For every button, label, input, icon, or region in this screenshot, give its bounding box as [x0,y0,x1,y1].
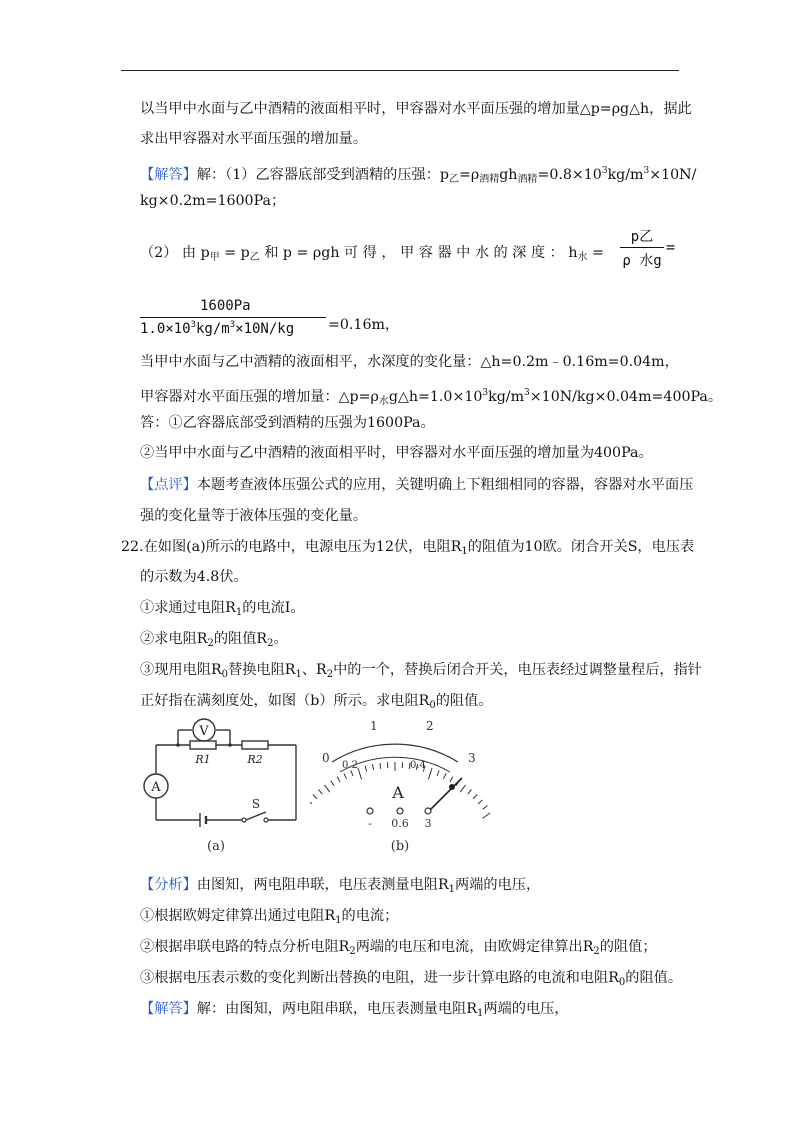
question-number: 22. [121,539,144,555]
scale-label: 0.2 [342,760,358,771]
ammeter-label: A [151,780,161,795]
dial-tick [473,795,477,799]
terminal [367,808,373,814]
dial-tick [482,812,490,819]
text-line: 正好指在满刻度处，如图（b）所示。求电阻$R_0$的阻值。 [140,693,493,711]
voltmeter-label: V [199,724,209,739]
header-rule [121,70,679,71]
dial-tick [325,785,330,792]
terminal-label: - [368,817,372,830]
figure-caption: (a) [207,839,225,854]
terminal [425,808,431,814]
r1-label: R1 [195,753,211,766]
text-line: ②当甲中水面与乙中酒精的液面相平时，甲容器对水平面压强的增加量为400Pa。 [140,445,653,461]
text-line: 的示数为4.8伏。 [140,569,248,585]
text-line: 当甲中水面与乙中酒精的液面相平，水深度的变化量：△h=0.2m﹣0.16m=0.04m， [140,354,679,370]
terminal-label: 0.6 [391,817,409,830]
fraction-numerator: p乙 [630,229,654,245]
dial-tick [373,764,374,770]
dial-tick [478,800,482,804]
comment-tag: 【点评】 [140,477,197,493]
text-line: 甲容器对水平面压强的增加量：$\triangle p=\rho_水g\triangle h=1.0\times 10^3kg/m^3\times 10N/kg\times 0.04m=400Pa$。 [140,388,723,407]
dial-tick [428,768,432,779]
scale-label: 0.4 [410,760,426,771]
dial-tick [313,795,317,799]
scale-label: 1 [370,719,378,733]
answer-tag: 【解答】 [140,167,197,183]
fraction-bar [140,317,326,318]
scale-label: 0 [322,751,330,765]
figure-caption: (b) [390,839,410,854]
question-line: 22.在如图(a)所示的电路中，电源电压为12伏，电阻$R_1$的阻值为10欧。闭合开关S，电压表 [121,539,695,557]
dial-tick [483,806,488,810]
comment-line: 【点评】本题考查液体压强公式的应用，关键明确上下粗细相同的容器，容器对水平面压 [140,477,694,493]
text-line: kg×0.2m=1600Pa； [140,193,286,209]
text-line: ②根据串联电路的特点分析电阻$R_2$两端的电压和电流，由欧姆定律算出$R_2$的阻值； [140,939,657,957]
text-line: ①根据欧姆定律算出通过电阻$R_1$的电流； [140,908,399,926]
switch-label: S [251,797,261,811]
dial-tick [344,773,347,778]
dial-tick [468,790,472,795]
text-line: ③现用电阻$R_0$替换电阻$R_1$、$R_2$中的一个，替换后闭合开关，电压表经过调整量程后，指针 [140,662,702,680]
text-line: 强的变化量等于液体压强的变化量。 [140,508,368,524]
dial-tick [437,770,439,776]
ammeter-dial [310,710,490,860]
text-line: ①求通过电阻$R_1$的电流I。 [140,600,305,618]
text-line: ②求电阻$R_2$的阻值$R_2$。 [140,631,288,649]
scale-label: 2 [426,719,434,733]
terminal [397,808,403,814]
answer-line: 【解答】解：（1）乙容器底部受到酒精的压强：$p_乙=\rho_{酒精}gh_{酒精}=0.8\times 10^3kg/m^3\times 10N/$ [140,166,697,185]
equals-sign: = [666,238,676,256]
dial-tick [310,800,312,804]
unit-label: A [392,783,404,802]
dial-tick [444,773,447,778]
circuit-diagram [130,710,310,860]
text-line: 以当甲中水面与乙中酒精的液面相平时，甲容器对水平面压强的增加量△p=ρg△h，据此 [140,101,692,117]
needle [430,778,462,810]
answer-line: 【解答】解：由图知，两电阻串联，电压表测量电阻$R_1$两端的电压， [140,1001,569,1019]
text-line: （2） 由 $p_甲 = p_乙$ 和 p = ρgh 可 得 ， 甲 容 器 中 水 的 深 度 ： $h_水$ = [140,245,604,263]
terminal-label: 3 [424,817,432,830]
text-line: ③根据电压表示数的变化判断出替换的电阻，进一步计算电路的电流和电阻$R_0$的阻值。 [140,970,683,988]
analysis-tag: 【分析】 [140,877,197,893]
dial-tick [331,781,334,786]
text-line: 答：①乙容器底部受到酒精的压强为1600Pa。 [140,415,435,431]
dial-tick [460,785,465,792]
scale-label: 3 [468,751,476,765]
text-line: 求出甲容器对水平面压强的增加量。 [140,131,368,147]
fraction-denominator: $1.0\times 10^3kg/m^3\times 10N/kg$ [140,320,295,337]
answer-tag: 【解答】 [140,1001,197,1017]
dial-tick [351,770,353,776]
dial-tick [337,777,340,782]
r2-label: R2 [247,753,263,766]
dial-tick [380,763,381,769]
fraction-numerator: 1600Pa [200,298,251,314]
dial-tick [450,777,453,782]
fraction-bar [620,247,664,248]
dial-tick [358,768,362,779]
analysis-line: 【分析】由图知，两电阻串联，电压表测量电阻$R_1$两端的电压， [140,877,541,895]
dial-tick [365,766,366,772]
text-line: =0.16m， [328,317,400,333]
dial-tick [319,790,323,795]
fraction-denominator: ρ 水g [622,253,662,269]
